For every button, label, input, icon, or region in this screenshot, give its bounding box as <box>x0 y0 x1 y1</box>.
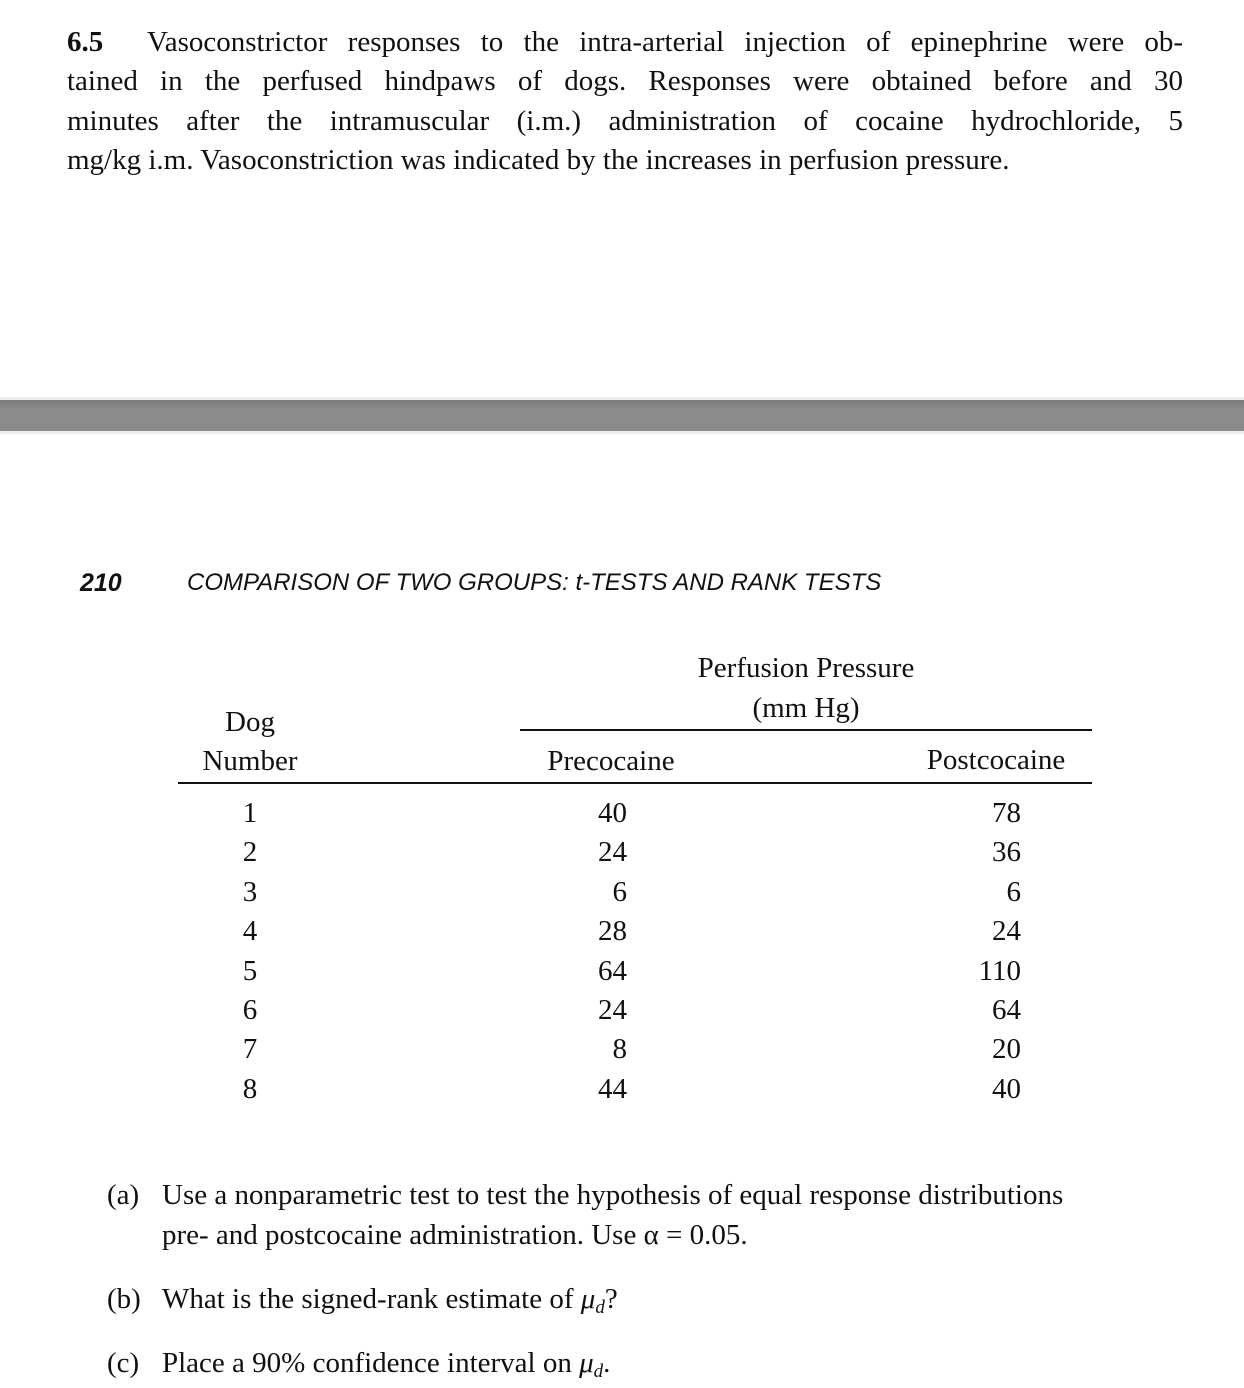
group-header: Perfusion Pressure <box>697 652 915 684</box>
cell-pre: 24 <box>598 994 627 1026</box>
question-a-line-2: pre- and postcocaine administration. Use α = 0.05. <box>162 1219 748 1251</box>
col-header-pre: Precocaine <box>547 745 675 777</box>
cell-post: 24 <box>992 915 1021 948</box>
question-a-line-1: Use a nonparametric test to test the hypothesis of equal response distributions <box>162 1179 1064 1211</box>
cell-post: 20 <box>992 1033 1021 1066</box>
running-title: COMPARISON OF TWO GROUPS: t-TESTS AND RANK TESTS <box>187 569 882 596</box>
question-c-label: (c) <box>107 1347 140 1379</box>
cell-post: 36 <box>992 836 1021 869</box>
cell-pre: 24 <box>598 836 627 869</box>
cell-dog: 2 <box>242 836 258 869</box>
mu-subscript: d <box>593 1361 604 1382</box>
problem-number: 6.5 <box>67 26 104 58</box>
question-c <box>162 1346 610 1388</box>
col-header-post: Postcocaine <box>926 744 1066 776</box>
cell-post: 6 <box>1006 875 1021 908</box>
dog-header-2: Number <box>202 745 298 777</box>
header-rule <box>178 782 1092 784</box>
cell-dog: 6 <box>242 994 258 1026</box>
cell-dog: 5 <box>242 954 258 987</box>
cell-post: 64 <box>992 994 1021 1026</box>
question-b <box>162 1282 618 1325</box>
question-b-text: What is the signed-rank estimate of <box>162 1283 574 1315</box>
question-a-label: (a) <box>107 1179 140 1211</box>
problem-line-4: mg/kg i.m. Vasoconstriction was indicated by the increases in perfusion pressure. <box>67 144 1010 176</box>
cell-post: 110 <box>978 954 1021 987</box>
mu-subscript: d <box>595 1297 605 1318</box>
problem-line-3: minutes after the intramuscular (i.m.) administration of cocaine hydrochloride, 5 <box>67 105 1183 137</box>
cell-pre: 6 <box>612 875 627 908</box>
question-c-text: Place a 90% confidence interval on <box>162 1347 572 1379</box>
cell-dog: 1 <box>242 797 258 829</box>
group-units: (mm Hg) <box>752 692 860 724</box>
cell-pre: 64 <box>598 954 627 987</box>
cell-dog: 3 <box>242 875 258 908</box>
cell-post: 40 <box>992 1072 1021 1105</box>
mu-symbol: μ <box>580 1283 596 1315</box>
cell-dog: 7 <box>242 1033 258 1066</box>
cell-post: 78 <box>992 797 1021 829</box>
dog-header-1: Dog <box>225 706 275 738</box>
page-separator <box>0 397 1244 434</box>
question-b-end: ? <box>604 1283 618 1315</box>
cell-pre: 28 <box>598 915 627 948</box>
question-c-end: . <box>603 1347 611 1379</box>
page-number: 210 <box>80 569 122 597</box>
group-rule <box>520 729 1092 731</box>
question-b-label: (b) <box>107 1283 141 1315</box>
problem-line-1: Vasoconstrictor responses to the intra-arterial injection of epinephrine were ob- <box>147 26 1183 58</box>
problem-line-2: tained in the perfused hindpaws of dogs. Responses were obtained before and 30 <box>67 65 1183 97</box>
cell-pre: 44 <box>598 1072 627 1105</box>
cell-pre: 8 <box>612 1033 627 1066</box>
cell-pre: 40 <box>598 797 627 829</box>
cell-dog: 4 <box>242 915 258 948</box>
mu-symbol: μ <box>579 1347 594 1379</box>
cell-dog: 8 <box>242 1072 258 1105</box>
